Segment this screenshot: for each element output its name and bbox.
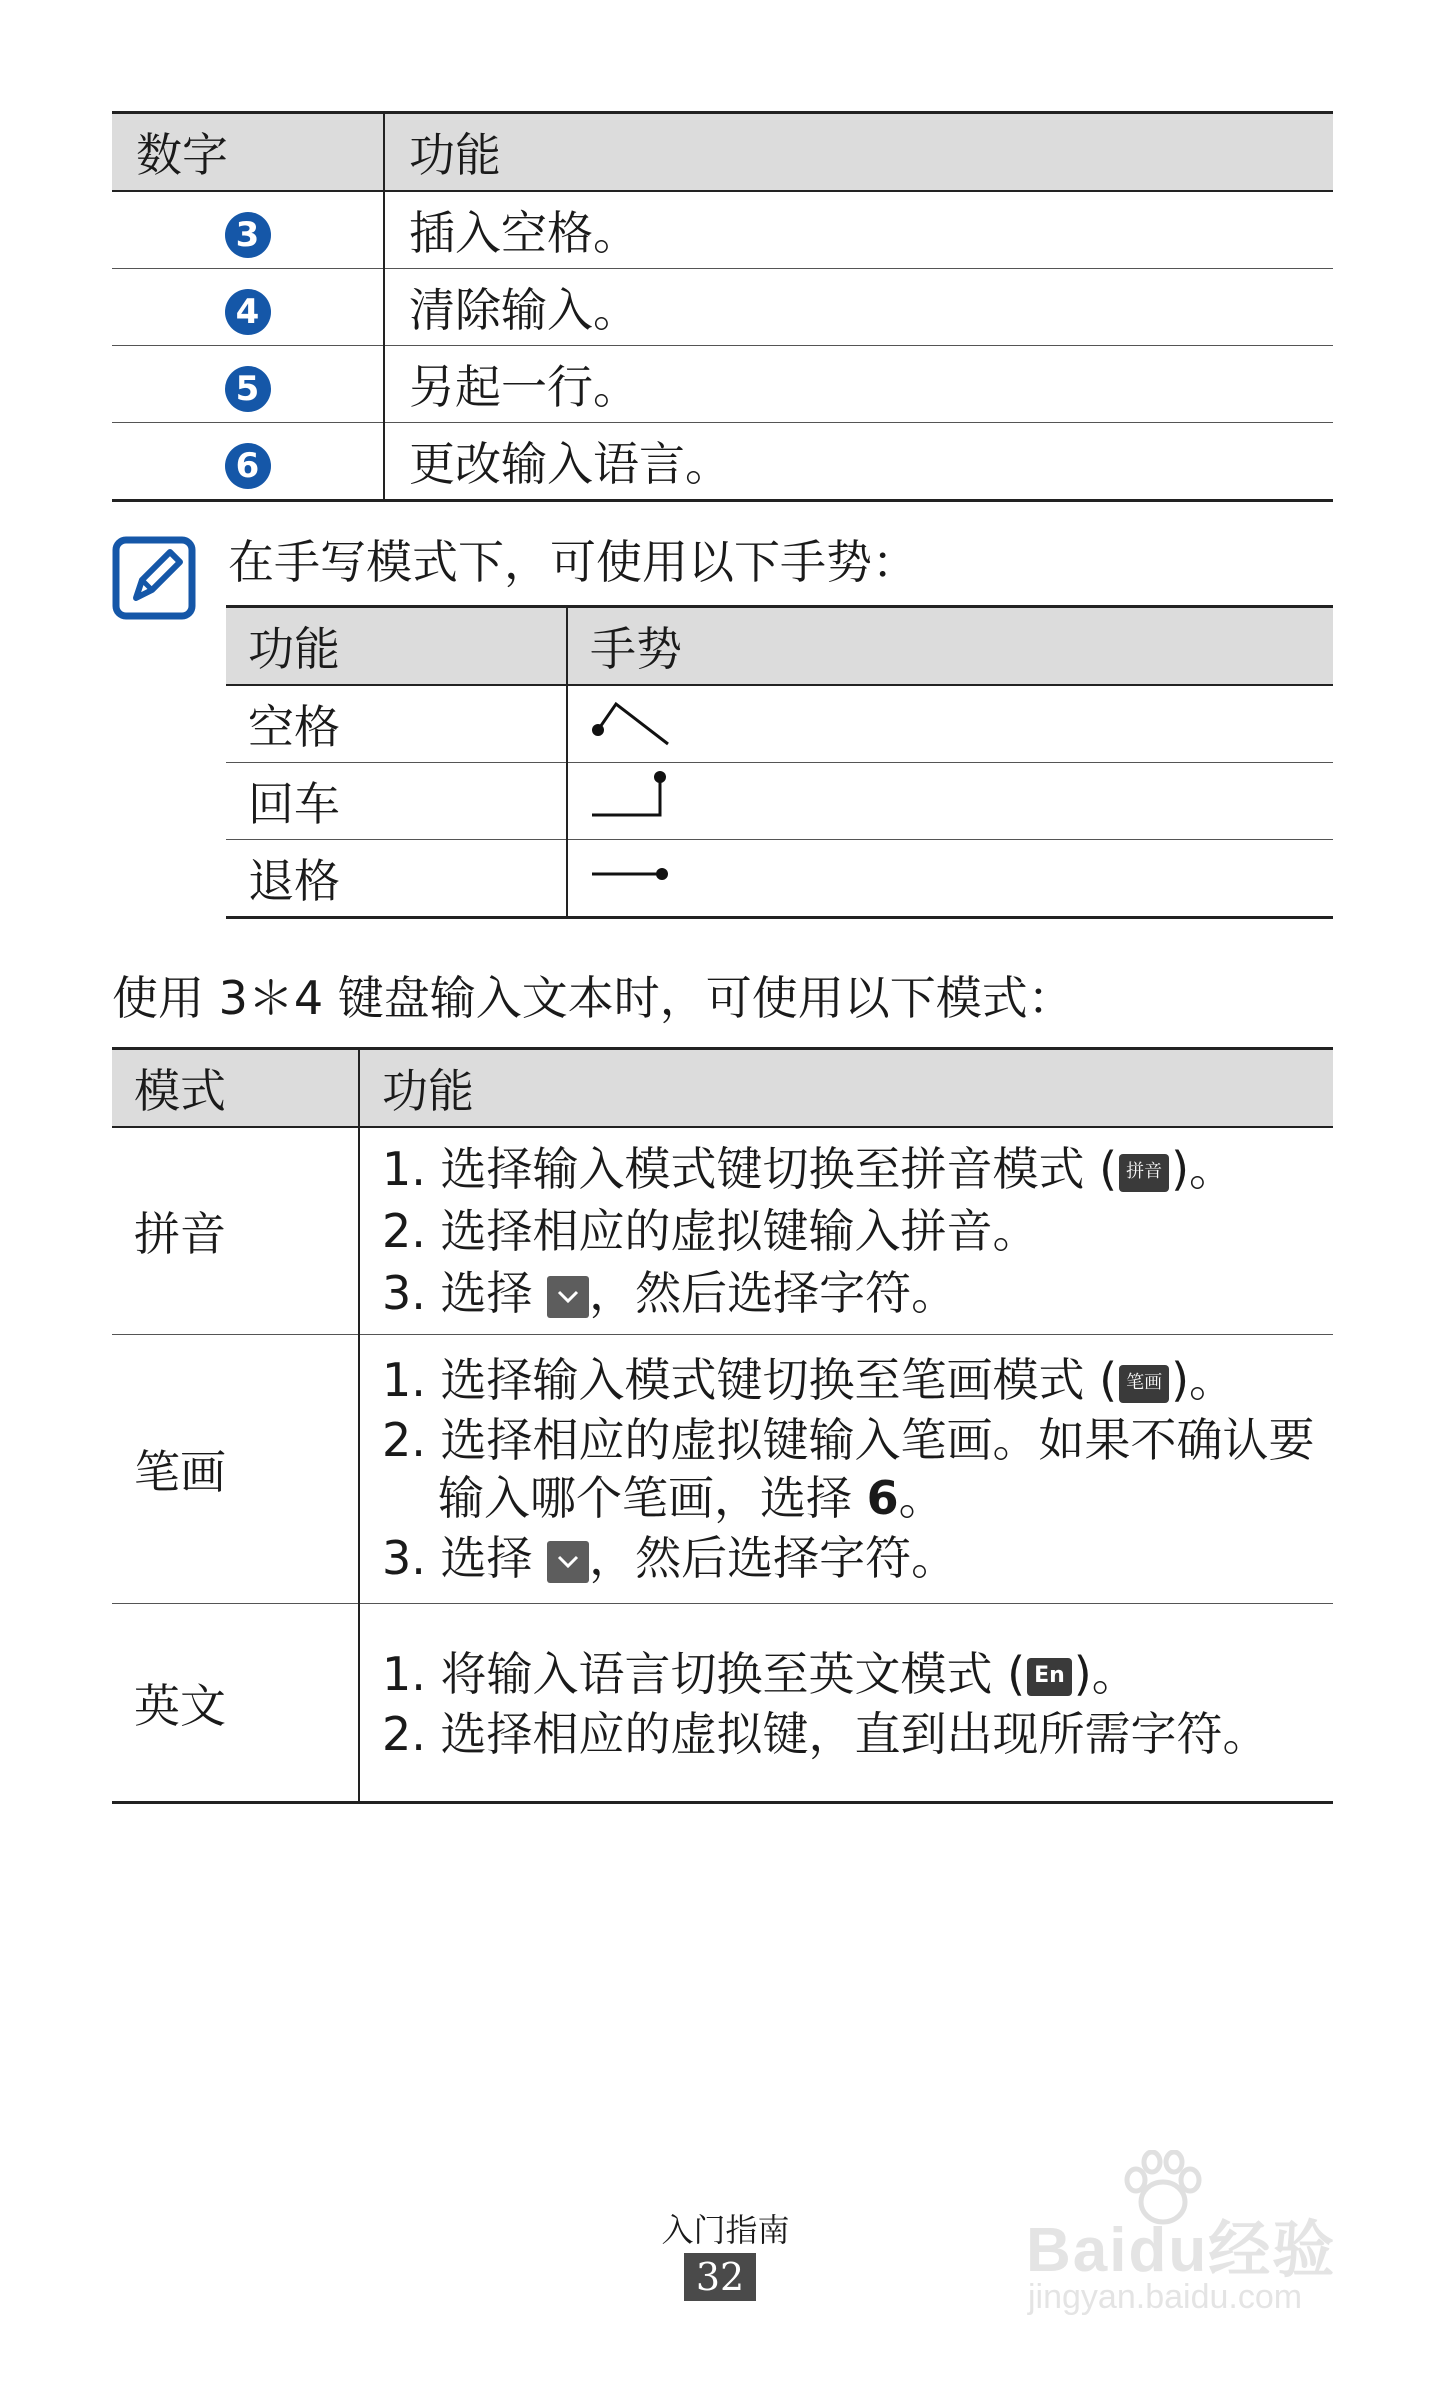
table-row <box>112 346 1333 423</box>
header-number: 数字 <box>112 113 384 192</box>
table-row <box>112 191 1333 269</box>
header-mode: 模式 <box>112 1049 359 1128</box>
watermark-main: Baidu经验 <box>1026 2216 1337 2285</box>
step-3: 3. 选择 ，然后选择字符。 <box>382 1266 958 1320</box>
english-key-icon: En <box>1027 1658 1072 1696</box>
table-row-english <box>112 1604 1333 1803</box>
step-1: 1. 选择输入模式键切换至拼音模式 ( 拼音 )。 <box>382 1142 1236 1196</box>
row-text: 另起一行。 <box>384 346 1333 423</box>
gesture-label: 退格 <box>226 840 567 918</box>
chevron-down-icon <box>547 1276 589 1318</box>
stroke-key-icon: 笔画 <box>1119 1365 1169 1403</box>
step-2: 2. 选择相应的虚拟键输入拼音。 <box>382 1204 1039 1258</box>
intro-text: 使用 3＊4 键盘输入文本时，可使用以下模式： <box>112 971 1074 1025</box>
input-mode-table <box>112 1047 1333 1804</box>
baidu-watermark <box>1018 2150 1358 2330</box>
header-function: 功能 <box>384 113 1333 192</box>
footer-section-title: 入门指南 <box>661 2211 790 2249</box>
row-text: 插入空格。 <box>384 191 1333 269</box>
table-row <box>112 269 1333 346</box>
chevron-down-icon <box>547 1541 589 1583</box>
number-badge-4: 4 <box>225 289 271 335</box>
table-header-row <box>112 113 1333 192</box>
space-gesture-icon <box>590 692 680 746</box>
mode-label: 英文 <box>112 1604 359 1803</box>
table-row <box>112 423 1333 501</box>
header-function: 功能 <box>226 607 567 686</box>
table-row-pinyin <box>112 1127 1333 1335</box>
row-text: 更改输入语言。 <box>384 423 1333 501</box>
step-3: 3. 选择 ，然后选择字符。 <box>382 1531 958 1585</box>
backspace-gesture-icon <box>590 846 680 900</box>
gesture-label: 回车 <box>226 763 567 840</box>
table-row <box>226 763 1333 840</box>
step-2: 2. 选择相应的虚拟键输入笔画。如果不确认要输入哪个笔画，选择 6。 <box>382 1413 1315 1525</box>
mode-label: 笔画 <box>112 1335 359 1604</box>
table-header-row <box>112 1049 1333 1128</box>
gesture-label: 空格 <box>226 685 567 763</box>
row-text: 清除输入。 <box>384 269 1333 346</box>
number-badge-5: 5 <box>225 366 271 412</box>
step-2: 2. 选择相应的虚拟键，直到出现所需字符。 <box>382 1706 1269 1761</box>
step-1: 1. 将输入语言切换至英文模式 ( En )。 <box>382 1646 1138 1701</box>
note-pencil-icon <box>112 536 196 624</box>
mode-label: 拼音 <box>112 1127 359 1335</box>
table-row <box>226 685 1333 763</box>
header-gesture: 手势 <box>567 607 1333 686</box>
enter-gesture-icon <box>590 769 680 823</box>
page-number: 32 <box>684 2253 756 2301</box>
step-1: 1. 选择输入模式键切换至笔画模式 ( 笔画 )。 <box>382 1353 1236 1407</box>
note-text: 在手写模式下，可使用以下手势： <box>228 535 918 589</box>
table-row <box>226 840 1333 918</box>
number-function-table <box>112 111 1333 502</box>
number-badge-3: 3 <box>225 212 271 258</box>
table-row-stroke <box>112 1335 1333 1604</box>
table-header-row <box>226 607 1333 686</box>
watermark-sub: jingyan.baidu.com <box>1028 2278 1303 2316</box>
pinyin-key-icon: 拼音 <box>1119 1154 1169 1192</box>
gesture-table <box>226 605 1333 919</box>
header-function: 功能 <box>359 1049 1333 1128</box>
number-badge-6: 6 <box>225 443 271 489</box>
